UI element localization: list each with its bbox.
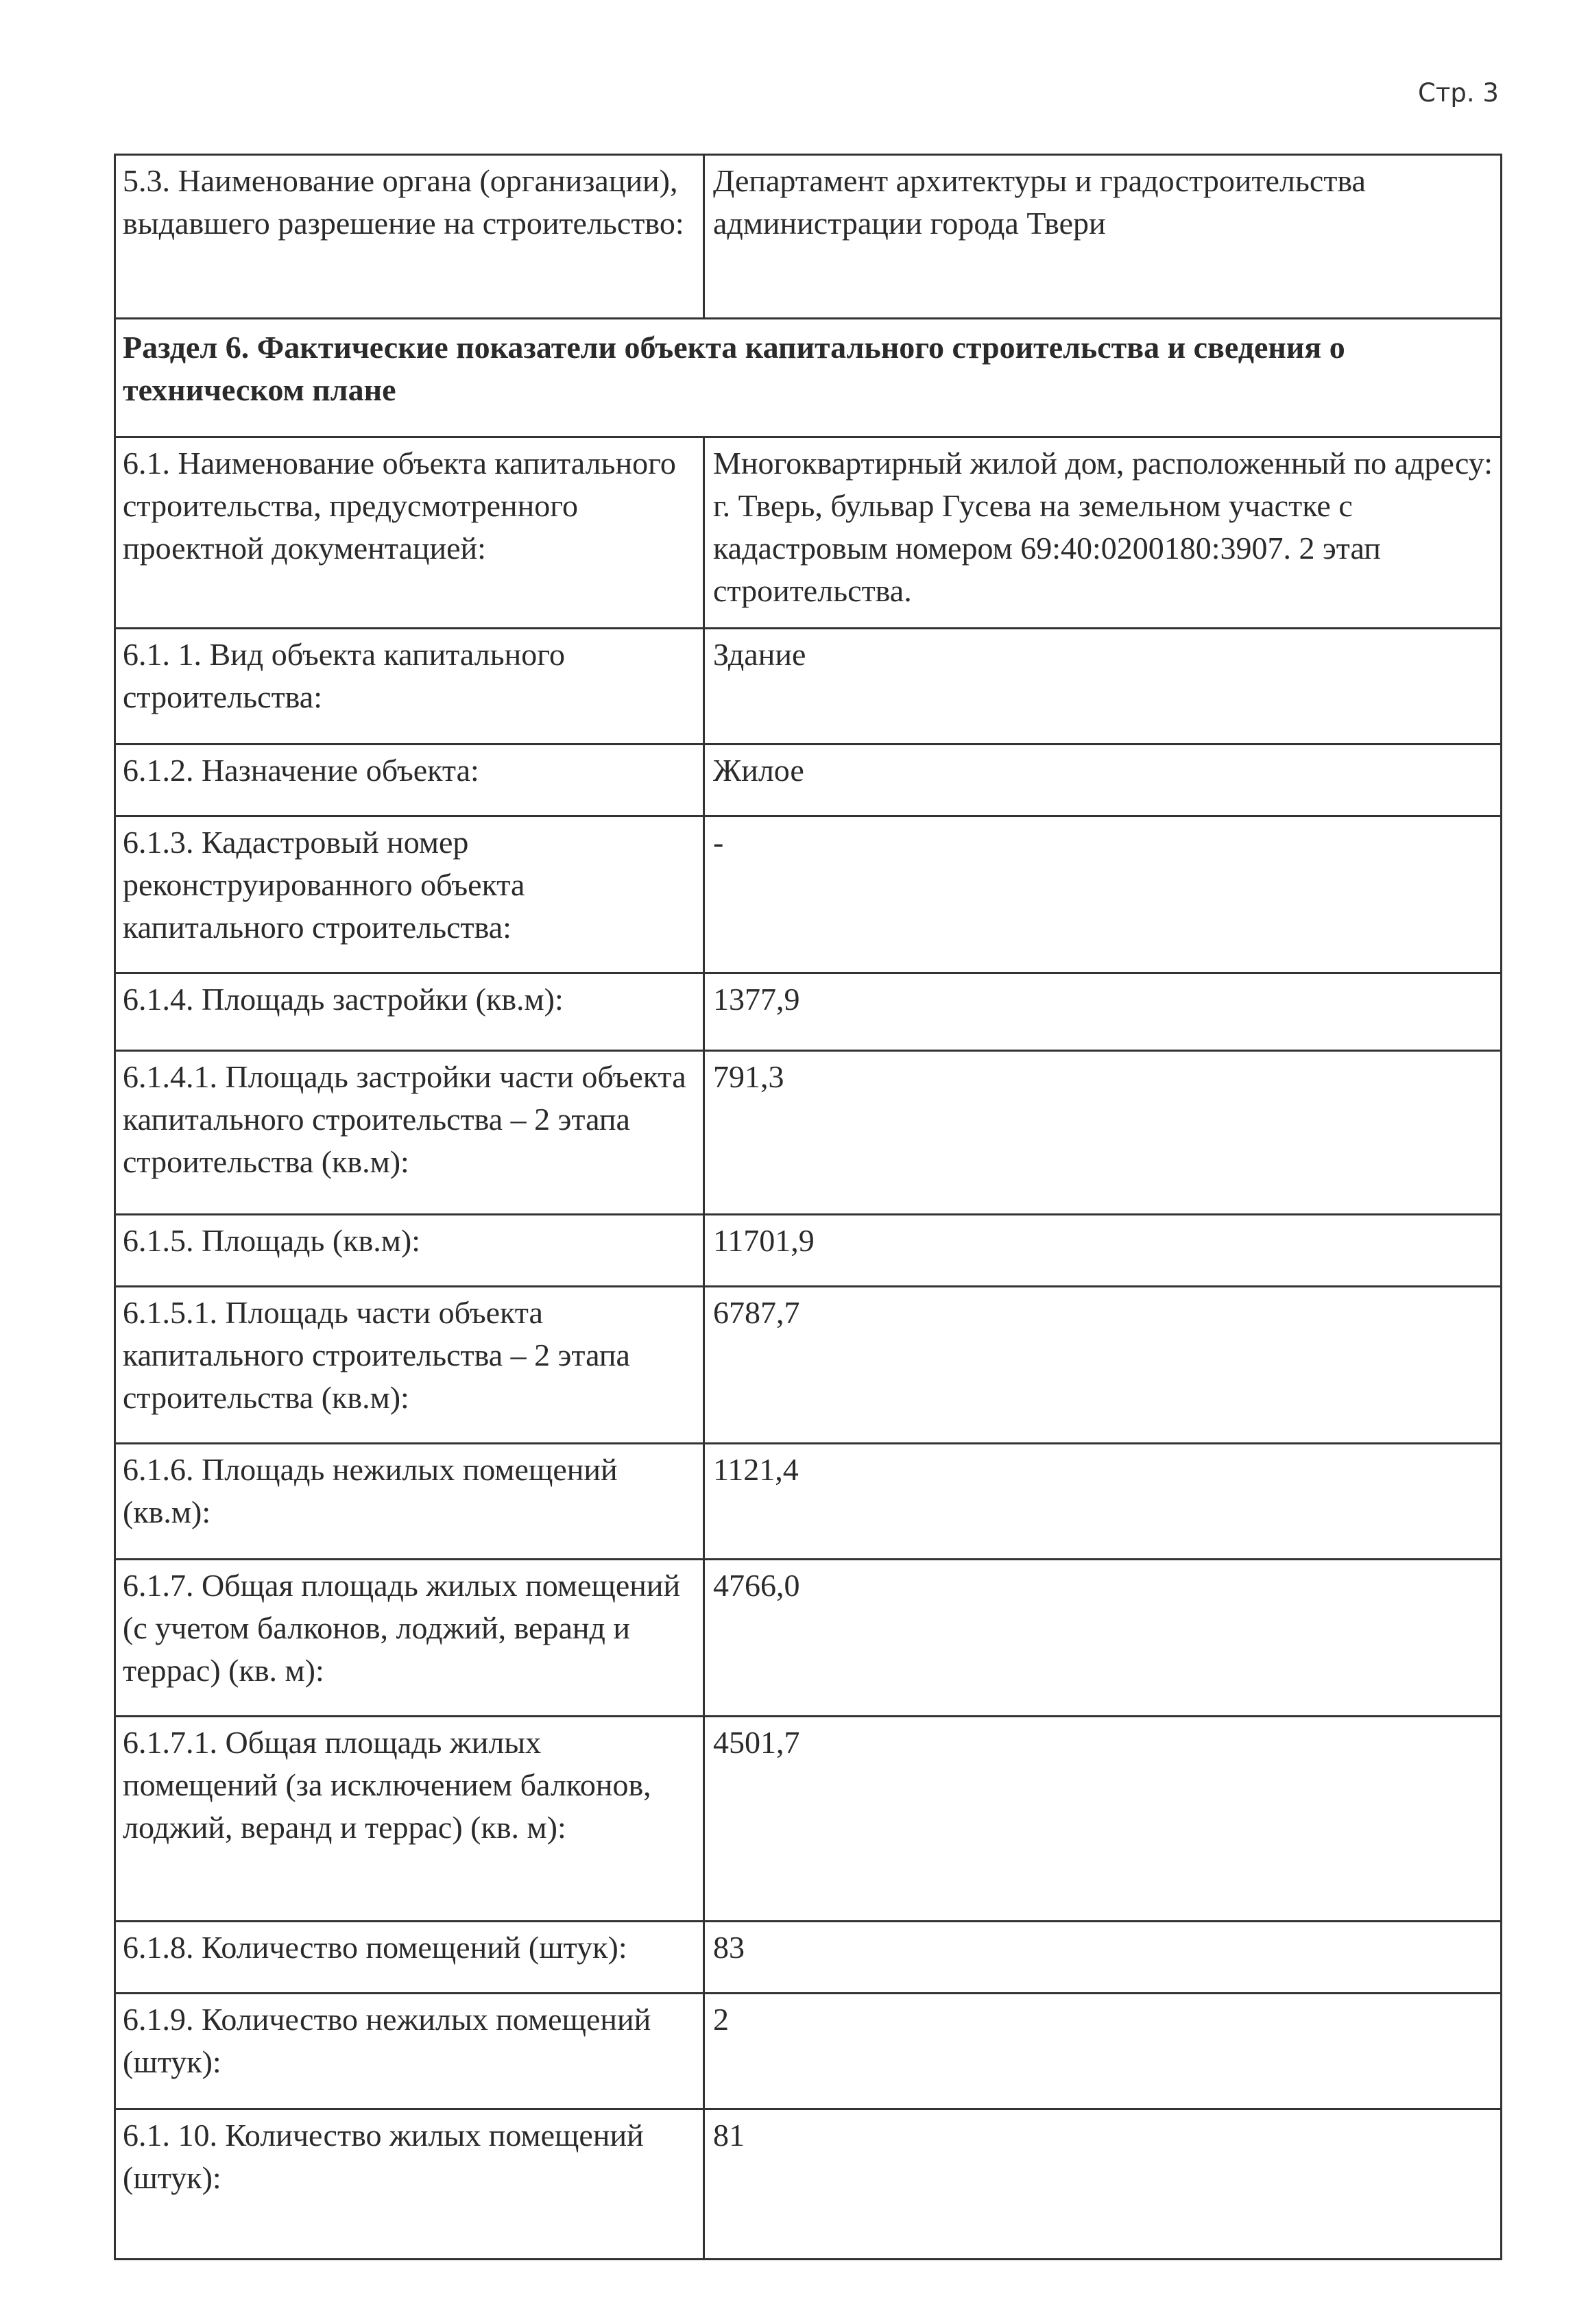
field-label: 6.1.6. Площадь нежилых помещений (кв.м): bbox=[115, 1444, 704, 1560]
table-row bbox=[115, 155, 1502, 319]
field-label: 6.1.5.1. Площадь части объекта капитального строительства – 2 этапа строительства (кв.м): bbox=[115, 1287, 704, 1444]
table-row bbox=[115, 745, 1502, 816]
table-row bbox=[115, 1215, 1502, 1287]
field-value: 791,3 bbox=[704, 1051, 1502, 1215]
table-row bbox=[115, 1287, 1502, 1444]
table-row bbox=[115, 629, 1502, 745]
section-header-row bbox=[115, 319, 1502, 437]
field-value: - bbox=[704, 816, 1502, 973]
field-value: 11701,9 bbox=[704, 1215, 1502, 1287]
page-number: Стр. 3 bbox=[1418, 78, 1499, 108]
table-row bbox=[115, 1444, 1502, 1560]
table-row bbox=[115, 1922, 1502, 1994]
field-value: 4766,0 bbox=[704, 1560, 1502, 1717]
field-value: 83 bbox=[704, 1922, 1502, 1994]
field-value: Здание bbox=[704, 629, 1502, 745]
permit-details-table bbox=[114, 154, 1502, 2260]
field-value: 81 bbox=[704, 2109, 1502, 2260]
table-row bbox=[115, 816, 1502, 973]
field-value: 1121,4 bbox=[704, 1444, 1502, 1560]
section-title: Раздел 6. Фактические показатели объекта капитального строительства и сведения о техническом плане bbox=[115, 319, 1502, 437]
field-label: 6.1.7.1. Общая площадь жилых помещений (за исключением балконов, лоджий, веранд и террас) (кв. м): bbox=[115, 1717, 704, 1922]
field-value: 1377,9 bbox=[704, 973, 1502, 1051]
field-label: 6.1.8. Количество помещений (штук): bbox=[115, 1922, 704, 1994]
field-label: 6.1.5. Площадь (кв.м): bbox=[115, 1215, 704, 1287]
table-row bbox=[115, 1051, 1502, 1215]
field-label: 6.1. 10. Количество жилых помещений (штук): bbox=[115, 2109, 704, 2260]
field-value: Департамент архитектуры и градостроительства администрации города Твери bbox=[704, 155, 1502, 319]
table-row bbox=[115, 437, 1502, 629]
table-row bbox=[115, 2109, 1502, 2260]
field-label: 6.1.9. Количество нежилых помещений (штук): bbox=[115, 1994, 704, 2109]
table-row bbox=[115, 1717, 1502, 1922]
field-label: 6.1.3. Кадастровый номер реконструированного объекта капитального строительства: bbox=[115, 816, 704, 973]
field-label: 6.1.2. Назначение объекта: bbox=[115, 745, 704, 816]
field-value: Многоквартирный жилой дом, расположенный по адресу: г. Тверь, бульвар Гусева на земельном участке с кадастровым номером 69:40:0200180:3907. 2 этап строительства. bbox=[704, 437, 1502, 629]
field-value: 6787,7 bbox=[704, 1287, 1502, 1444]
field-label: 6.1.4. Площадь застройки (кв.м): bbox=[115, 973, 704, 1051]
table-row bbox=[115, 973, 1502, 1051]
field-label: 6.1.7. Общая площадь жилых помещений (с учетом балконов, лоджий, веранд и террас) (кв. м): bbox=[115, 1560, 704, 1717]
table-row bbox=[115, 1994, 1502, 2109]
field-label: 5.3. Наименование органа (организации), выдавшего разрешение на строительство: bbox=[115, 155, 704, 319]
field-label: 6.1.4.1. Площадь застройки части объекта капитального строительства – 2 этапа строительства (кв.м): bbox=[115, 1051, 704, 1215]
field-label: 6.1. 1. Вид объекта капитального строительства: bbox=[115, 629, 704, 745]
field-label: 6.1. Наименование объекта капитального строительства, предусмотренного проектной документацией: bbox=[115, 437, 704, 629]
field-value: Жилое bbox=[704, 745, 1502, 816]
table-row bbox=[115, 1560, 1502, 1717]
field-value: 2 bbox=[704, 1994, 1502, 2109]
field-value: 4501,7 bbox=[704, 1717, 1502, 1922]
